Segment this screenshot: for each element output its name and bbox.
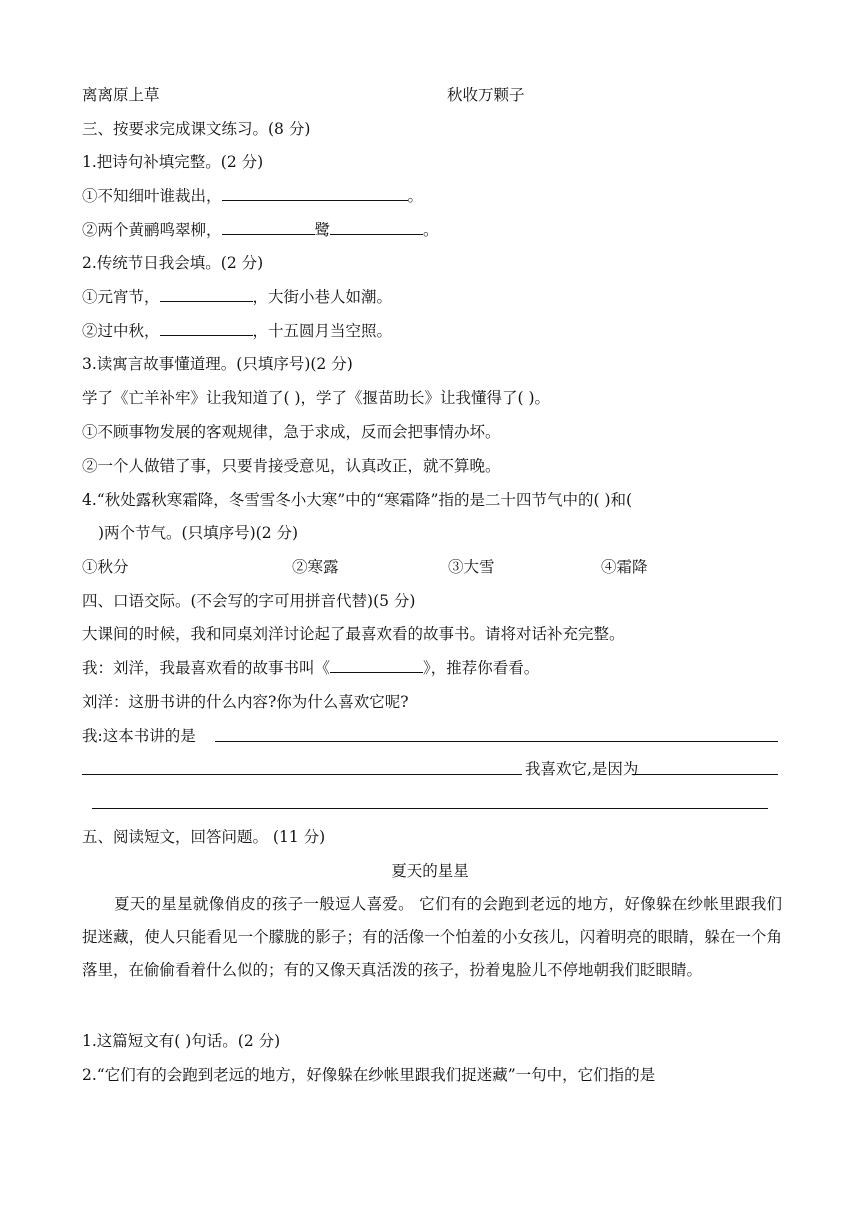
answer-line[interactable] (92, 808, 768, 809)
header-left: 离离原上草 (82, 86, 160, 104)
question-3-3-line: 学了《亡羊补牢》让我知道了( )，学了《揠苗助长》让我懂得了( )。 (82, 389, 551, 407)
question-3-1-a (82, 185, 423, 207)
question-3-2-title: 2.传统节日我会填。(2 分) (82, 254, 264, 272)
answer-line[interactable] (632, 774, 778, 775)
dialog-me-1 (82, 657, 539, 679)
answer-line[interactable] (82, 774, 522, 775)
line-end: ，十五圆月当空照。 (252, 322, 393, 340)
question-5-2: 2.“它们有的会跑到老远的地方，好像躲在纱帐里跟我们捉迷藏”一句中，它们指的是 (82, 1066, 656, 1084)
passage-body: 夏天的星星就像俏皮的孩子一般逗人喜爱。 它们有的会跑到老远的地方，好像躲在纱帐里跟我们捉迷藏，使人只能看见一个朦胧的影子；有的活像一个怕羞的小女孩儿，闪着明亮的眼睛，躲在一个角落里，在偷偷看着什么似的；有的又像天真活泼的孩子，扮着鬼脸儿不停地朝我们眨眼睛。 (82, 895, 782, 979)
section-3-title: 三、按要求完成课文练习。(8 分) (82, 120, 311, 138)
dialog-me-2: 我:这本书讲的是 (82, 727, 196, 745)
question-3-3-option-1: ①不顾事物发展的客观规律，急于求成，反而会把事情办坏。 (82, 423, 501, 441)
dialog-liu: 刘洋：这册书讲的什么内容?你为什么喜欢它呢? (82, 693, 409, 711)
poem-line-a: ①不知细叶谁裁出， (82, 187, 222, 205)
answer-blank[interactable] (222, 219, 315, 235)
punct: 。 (407, 187, 424, 205)
answer-blank[interactable] (160, 286, 253, 302)
dialog-text: 我：刘洋，我最喜欢看的故事书叫《 (82, 659, 331, 677)
option-1: ①秋分 (82, 558, 129, 576)
question-3-3-option-2: ②一个人做错了事，只要肯接受意见，认真改正，就不算晚。 (82, 457, 501, 475)
question-3-1-title: 1.把诗句补填完整。(2 分) (82, 153, 264, 171)
poem-char: 鹭 (314, 221, 331, 239)
question-3-4-line1: 4.“秋处露秋寒霜降，冬雪雪冬小大寒”中的“寒霜降”指的是二十四节气中的( )和( (82, 491, 633, 509)
question-3-2-b (82, 320, 392, 342)
answer-line[interactable] (215, 741, 778, 742)
answer-blank[interactable] (330, 219, 423, 235)
question-3-4-line2: )两个节气。(只填序号)(2 分) (98, 524, 299, 542)
question-3-1-b (82, 219, 439, 241)
passage-title: 夏天的星星 (391, 862, 469, 880)
question-5-1: 1.这篇短文有( )句话。(2 分) (82, 1032, 281, 1050)
festival-a: ①元宵节， (82, 288, 160, 306)
poem-line-b: ②两个黄鹂鸣翠柳， (82, 221, 222, 239)
line-end: ，大街小巷人如潮。 (252, 288, 393, 306)
question-3-2-a (82, 286, 392, 308)
punct: 。 (423, 221, 439, 239)
book-title-blank[interactable] (330, 657, 423, 673)
option-4: ④霜降 (601, 558, 648, 576)
festival-b: ②过中秋， (82, 322, 160, 340)
option-3: ③大雪 (448, 558, 495, 576)
section-4-intro: 大课间的时候，我和同桌刘洋讨论起了最喜欢看的故事书。请将对话补充完整。 (82, 625, 625, 643)
answer-blank[interactable] (160, 320, 253, 336)
section-4-title: 四、口语交际。(不会写的字可用拼音代替)(5 分) (82, 592, 416, 610)
dialog-text: 》，推荐你看看。 (423, 659, 540, 677)
option-2: ②寒露 (292, 558, 339, 576)
answer-blank[interactable] (222, 185, 408, 201)
dialog-me-3: 我喜欢它,是因为 (525, 760, 639, 778)
section-5-title: 五、阅读短文，回答问题。 (11 分) (82, 828, 326, 846)
header-right: 秋收万颗子 (447, 86, 525, 104)
question-3-3-title: 3.读寓言故事懂道理。(只填序号)(2 分) (82, 355, 353, 373)
